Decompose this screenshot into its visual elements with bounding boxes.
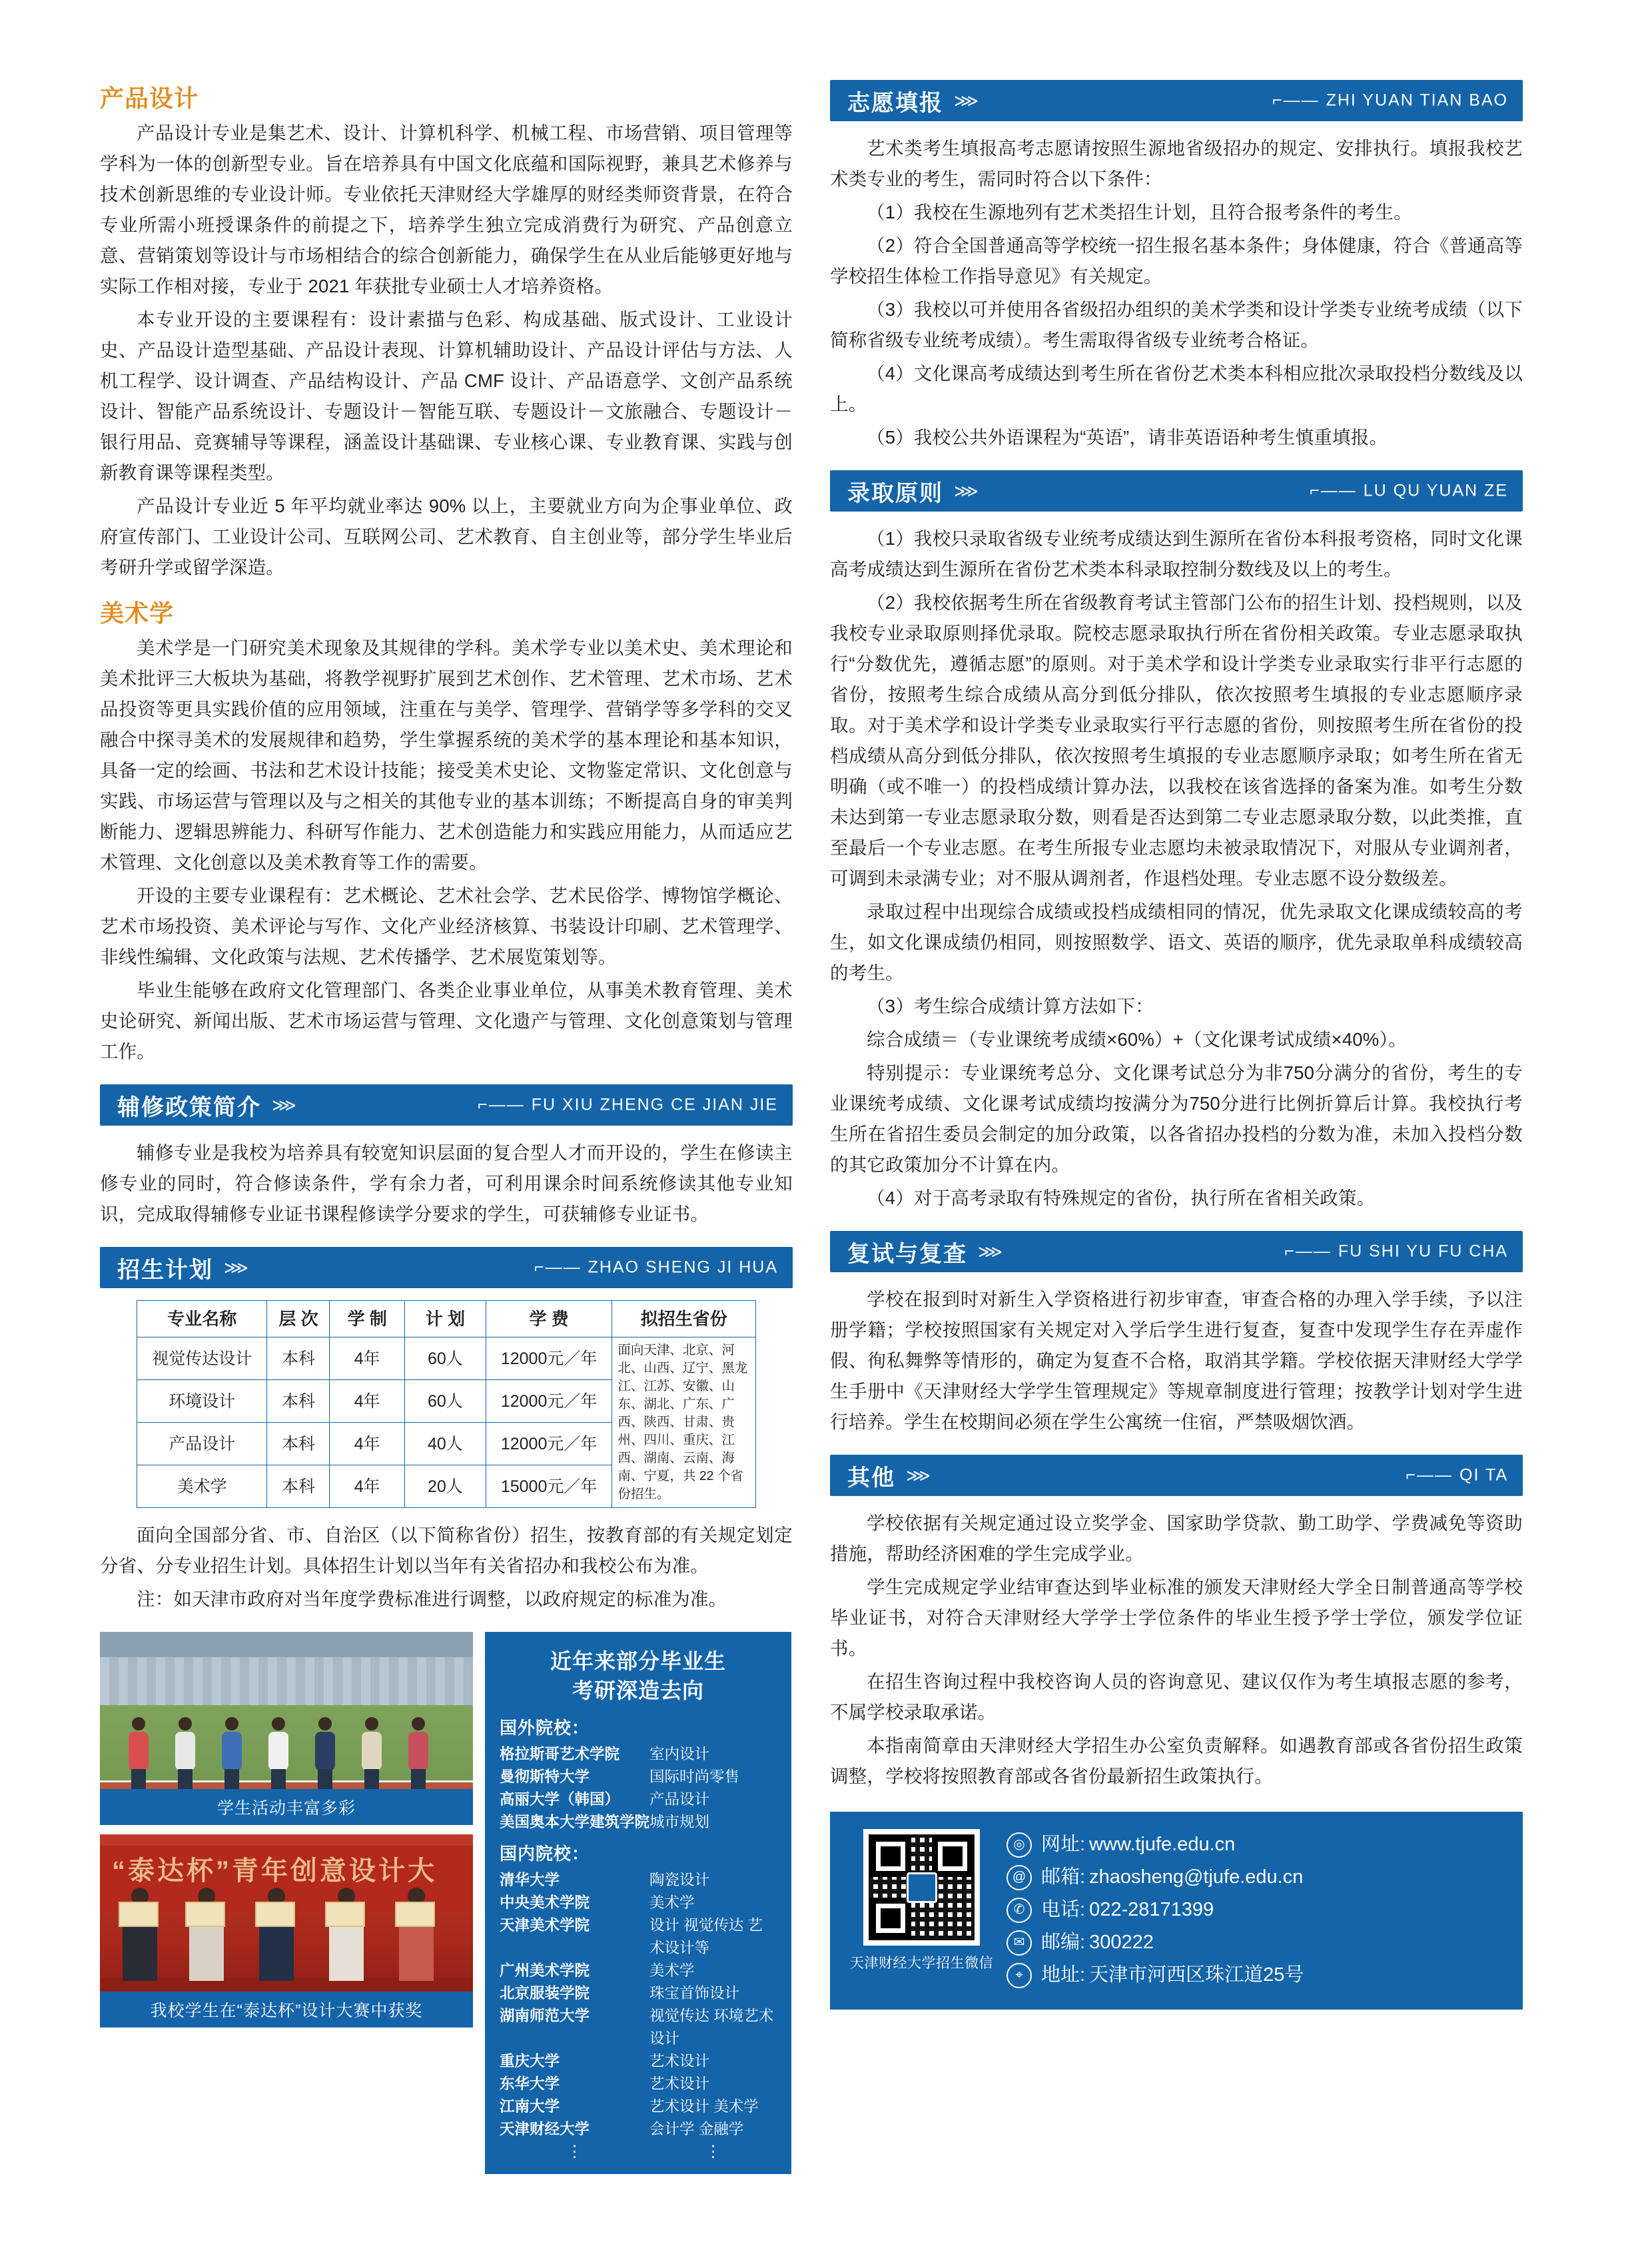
minor-policy-para-1: 辅修专业是我校为培养具有较宽知识层面的复合型人才而开设的，学生在修读主修专业的同时，符合修读条件，学有余力者，可利用课余时间系统修读其他专业知识，完成取得辅修专业证书课程修读学分要求的学生，可获辅修专业证书。 xyxy=(100,1142,793,1224)
list-item xyxy=(500,1811,777,1834)
school-name: 北京服装学院 xyxy=(500,1985,590,2002)
contact-email xyxy=(1007,1862,1503,1893)
brush-deco-icon: ⋙ xyxy=(224,1257,248,1278)
photo-caption: 我校学生在“泰达杯”设计大赛中获奖 xyxy=(100,1992,473,2028)
cell-fee: 12000元／年 xyxy=(486,1337,612,1380)
admission-item-2: （2）我校依据考生所在省级教育考试主管部门公布的招生计划、投档规则，以及我校专业录取原则择优录取。院校志愿录取执行所在省份相关政策。专业志愿录取执行“分数优先，遵循志愿”的原则。对于美术学和设计学类专业录取实行非平行志愿的省份，按照考生综合成绩从高分到低分排队，依次按照考生填报的专业志愿顺序录取。对于美术学和设计学类专业录取实行平行志愿的省份，则按照考生所在省份的投档成绩从高分到低分排队，依次按照考生填报的专业志愿顺序录取；如考生所在省无明确（或不唯一）的投档成绩计算办法，以我校在该省选择的备案为准。如考生分数未达到第一专业志愿录取分数，则看是否达到第二专业志愿录取分数，以此类推，直至最后一个专业志愿。在考生所报专业志愿均未被录取情况下，对服从专业调剂者，可调到未录满专业；对不服从调剂者，作退档处理。专业志愿不设分数级差。 xyxy=(830,592,1523,889)
volunteer-item-1: （1）我校在生源地列有艺术类招生计划，且符合报考条件的考生。 xyxy=(867,202,1412,222)
major-name: 城市规划 xyxy=(649,1814,710,1830)
cell-level: 本科 xyxy=(267,1337,330,1380)
major-name: 设计 视觉传达 艺术设计等 xyxy=(649,1917,763,1956)
section-header-admission-rule xyxy=(830,470,1523,512)
section-header-volunteer xyxy=(830,80,1523,121)
section-title-cn: 志愿填报 xyxy=(847,90,943,116)
contact-list xyxy=(993,1829,1503,1992)
globe-icon: ◎ xyxy=(1007,1832,1032,1858)
major-name: 艺术设计 xyxy=(649,2075,710,2092)
section-title-pinyin: ⌐—— LU QU YUAN ZE xyxy=(1310,481,1508,500)
school-name: 天津财经大学 xyxy=(500,2121,590,2137)
list-item xyxy=(500,1982,777,2005)
grad-box-title xyxy=(500,1647,777,1705)
cell-fee: 12000元／年 xyxy=(486,1423,612,1465)
section-header-review xyxy=(830,1231,1523,1272)
cell-level: 本科 xyxy=(267,1465,330,1508)
qr-caption: 天津财经大学招生微信 xyxy=(850,1956,993,1971)
th-plan: 计 划 xyxy=(404,1301,486,1337)
section-title-pinyin: ⌐—— ZHI YUAN TIAN BAO xyxy=(1272,91,1508,110)
contact-label: 网址: xyxy=(1041,1834,1086,1855)
school-name: 广州美术学院 xyxy=(500,1962,590,1979)
cell-level: 本科 xyxy=(267,1380,330,1423)
school-name: 高丽大学（韩国） xyxy=(500,1791,620,1808)
photo-stack xyxy=(100,1632,473,2174)
photo-student-activities xyxy=(100,1632,473,1825)
school-name: 天津美术学院 xyxy=(500,1917,590,1934)
other-para-3: 在招生咨询过程中我校咨询人员的咨询意见、建议仅作为考生填报志愿的参考，不属学校录取承诺。 xyxy=(830,1671,1523,1722)
envelope-icon: ✉ xyxy=(1007,1930,1032,1956)
photo-award-ceremony xyxy=(100,1834,473,2028)
brush-deco-icon: ⋙ xyxy=(906,1465,931,1485)
section-header-other xyxy=(830,1455,1523,1496)
list-item xyxy=(500,1869,777,1892)
cell-major: 环境设计 xyxy=(137,1380,267,1423)
school-name: 曼彻斯特大学 xyxy=(500,1768,590,1785)
cell-major: 视觉传达设计 xyxy=(137,1337,267,1380)
cell-years: 4年 xyxy=(330,1380,404,1423)
contact-bar xyxy=(830,1812,1523,2010)
other-para-4: 本指南简章由天津财经大学招生办公室负责解释。如遇教育部或各省份招生政策调整，学校将按照教育部或各省份最新招生政策执行。 xyxy=(830,1735,1523,1786)
brush-deco-icon: ⋙ xyxy=(978,1241,1003,1262)
major-name: 视觉传达 环境艺术设计 xyxy=(649,2008,774,2047)
photo-and-grad-box xyxy=(100,1632,793,2174)
overseas-label: 国外院校： xyxy=(500,1718,590,1738)
contact-phone xyxy=(1007,1894,1503,1926)
school-name: 格拉斯哥艺术学院 xyxy=(500,1746,620,1762)
fine-art-para-1: 美术学是一门研究美术现象及其规律的学科。美术学专业以美术史、美术理论和美术批评三大板块为基础，将教学视野扩展到艺术创作、艺术管理、艺术市场、艺术品投资等更具实践价值的应用领域，注重在与美学、管理学、营销学等多学科的交叉融合中探寻美术的发展规律和趋势，学生掌握系统的美术学的基本理论和基本知识，具备一定的绘画、书法和艺术设计技能；接受美术史论、文物鉴定常识、文化创意与实践、市场运营与管理以及与之相关的其他专业的基本训练；不断提高自身的审美判断能力、逻辑思辨能力、科研写作能力、艺术创造能力和实践应用能力，从而适应艺术管理、文化创意以及美术教育等工作的需要。 xyxy=(100,637,793,873)
section-title-pinyin: ⌐—— FU XIU ZHENG CE JIAN JIE xyxy=(478,1095,778,1114)
list-item xyxy=(500,2005,777,2050)
section-title-pinyin: ⌐—— QI TA xyxy=(1406,1465,1508,1485)
banner-text: “泰达杯”青年创意设计大 xyxy=(112,1856,437,1886)
volunteer-item-4: （4）文化课高考成绩达到考生所在省份艺术类本科相应批次录取投档分数线及以上。 xyxy=(830,363,1523,414)
admission-item-4: （4）对于高考录取有特殊规定的省份，执行所在省相关政策。 xyxy=(867,1188,1376,1208)
grad-box-title-line2: 考研深造去向 xyxy=(572,1679,704,1702)
list-item xyxy=(500,1743,777,1766)
fine-art-para-3: 毕业生能够在政府文化管理部门、各类企业事业单位，从事美术教育管理、美术史论研究、新闻出版、艺术市场运营与管理、文化遗产与管理、文化创意策划与管理工作。 xyxy=(100,980,793,1062)
section-title-cn: 招生计划 xyxy=(117,1257,213,1283)
cell-years: 4年 xyxy=(330,1337,404,1380)
section-title-cn: 其他 xyxy=(847,1465,895,1491)
cell-plan: 40人 xyxy=(404,1423,486,1465)
th-years: 学 制 xyxy=(330,1301,404,1337)
contact-website xyxy=(1007,1829,1503,1860)
major-name: 陶瓷设计 xyxy=(649,1872,710,1888)
section-title-cn: 复试与复查 xyxy=(847,1241,967,1267)
enrollment-plan-table xyxy=(137,1300,756,1508)
cell-plan: 60人 xyxy=(404,1380,486,1423)
list-item xyxy=(500,1788,777,1811)
admission-formula: 综合成绩＝（专业课统考成绩×60%）+（文化课考试成绩×40%）。 xyxy=(867,1029,1408,1050)
brush-deco-icon: ⋙ xyxy=(272,1094,296,1115)
section-title-cn: 辅修政策简介 xyxy=(117,1094,261,1120)
list-item xyxy=(500,1960,777,1982)
other-para-2: 学生完成规定学业结审查达到毕业标准的颁发天津财经大学全日制普通高等学校毕业证书，对符合天津财经大学学士学位条件的毕业生授予学士学位，颁发学位证书。 xyxy=(830,1577,1523,1659)
wechat-qr-code xyxy=(863,1829,980,1946)
brush-deco-icon: ⋙ xyxy=(954,480,979,501)
contact-label: 邮箱: xyxy=(1041,1866,1086,1888)
product-design-para-2: 本专业开设的主要课程有：设计素描与色彩、构成基础、版式设计、工业设计史、产品设计造型基础、产品设计表现、计算机辅助设计、产品设计评估与方法、人机工程学、设计调查、产品结构设计、产品 CMF 设计、产品语意学、文创产品系统设计、智能产品系统设计、专题设计－智能互联、专题设计－文旅融合、专题设计－银行用品、竞赛辅导等课程，涵盖设计基础课、专业核心课、专业教育课、实践与创新教育课等课程类型。 xyxy=(100,309,793,483)
right-column xyxy=(830,80,1523,2010)
mail-icon: @ xyxy=(1007,1865,1032,1890)
cell-provinces: 面向天津、北京、河北、山西、辽宁、黑龙江、江苏、安徽、山东、湖北、广东、广西、陕西、甘肃、贵州、四川、重庆、江西、湖南、云南、海南、宁夏，共 22 个省份招生。 xyxy=(612,1337,756,1508)
list-item xyxy=(500,2050,777,2073)
major-name: 室内设计 xyxy=(649,1746,710,1762)
location-icon: ⌖ xyxy=(1007,1963,1032,1988)
th-fee: 学 费 xyxy=(486,1301,612,1337)
volunteer-item-3: （3）我校以可并使用各省级招办组织的美术学类和设计学类专业统考成绩（以下简称省级专业统考成绩）。考生需取得省级专业统考合格证。 xyxy=(830,299,1523,350)
cell-fee: 15000元／年 xyxy=(486,1465,612,1508)
contact-value: 天津市河西区珠江道25号 xyxy=(1089,1964,1304,1986)
contact-address xyxy=(1007,1960,1503,1991)
cell-fee: 12000元／年 xyxy=(486,1380,612,1423)
graduate-destinations-box xyxy=(485,1632,791,2174)
volunteer-item-5: （5）我校公共外语课程为“英语”，请非英语语种考生慎重填报。 xyxy=(867,427,1388,448)
contact-value[interactable]: www.tjufe.edu.cn xyxy=(1089,1834,1236,1855)
school-name: 美国奥本大学建筑学院 xyxy=(500,1814,650,1830)
cell-years: 4年 xyxy=(330,1465,404,1508)
section-header-enroll-plan xyxy=(100,1247,793,1288)
school-name: 江南大学 xyxy=(500,2098,560,2115)
list-item xyxy=(500,2073,777,2095)
th-level: 层 次 xyxy=(267,1301,330,1337)
contact-label: 地址: xyxy=(1041,1964,1086,1986)
contact-value: 300222 xyxy=(1089,1932,1154,1953)
two-column-layout xyxy=(100,80,1552,2174)
school-name: 东华大学 xyxy=(500,2075,560,2092)
cell-plan: 60人 xyxy=(404,1337,486,1380)
school-name: 中央美术学院 xyxy=(500,1894,590,1911)
cell-major: 美术学 xyxy=(137,1465,267,1508)
cell-years: 4年 xyxy=(330,1423,404,1465)
list-continues-indicator xyxy=(500,2145,777,2159)
enroll-note-1: 面向全国部分省、市、自治区（以下简称省份）招生，按教育部的有关规定划定分省、分专业招生计划。具体招生计划以当年有关省招办和我校公布为准。 xyxy=(100,1525,793,1576)
fine-art-title: 美术学 xyxy=(100,599,175,627)
section-title-pinyin: ⌐—— FU SHI YU FU CHA xyxy=(1284,1242,1508,1261)
section-header-minor-policy xyxy=(100,1084,793,1126)
volunteer-para-1: 艺术类考生填报高考志愿请按照生源地省级招办的规定、安排执行。填报我校艺术类专业的考生，需同时符合以下条件： xyxy=(830,138,1523,189)
admission-special-note: 特别提示：专业课统考总分、文化课考试总分为非750分满分的省份，考生的专业课统考成绩、文化课考试成绩均按满分为750分进行比例折算后计算。我校执行考生所在省招生委员会制定的加分政策，以各省招办投档的分数为准，未加入投档分数的其它政策加分不计算在内。 xyxy=(830,1062,1523,1175)
major-name: 艺术设计 xyxy=(649,2053,710,2069)
list-item xyxy=(500,2095,777,2118)
th-provinces: 拟招生省份 xyxy=(612,1301,756,1337)
contact-value: 022-28171399 xyxy=(1089,1899,1214,1920)
enroll-note-2: 注：如天津市政府对当年度学费标准进行调整，以政府规定的标准为准。 xyxy=(137,1589,727,1609)
ellipsis-right: ⋮ xyxy=(705,2143,721,2161)
cell-level: 本科 xyxy=(267,1423,330,1465)
product-design-para-3: 产品设计专业近 5 年平均就业率达 90% 以上，主要就业方向为企事业单位、政府宣传部门、工业设计公司、互联网公司、艺术教育、自主创业等，部分学生毕业后考研升学或留学深造。 xyxy=(100,496,793,577)
grad-box-title-line1: 近年来部分毕业生 xyxy=(550,1649,726,1673)
major-name: 美术学 xyxy=(649,1962,695,1979)
contact-value[interactable]: zhaosheng@tjufe.edu.cn xyxy=(1089,1866,1304,1888)
section-title-pinyin: ⌐—— ZHAO SHENG JI HUA xyxy=(534,1258,778,1277)
major-name: 国际时尚零售 xyxy=(649,1768,740,1785)
major-name: 美术学 xyxy=(649,1894,695,1911)
other-para-1: 学校依据有关规定通过设立奖学金、国家助学贷款、勤工助学、学费减免等资助措施，帮助经济困难的学生完成学业。 xyxy=(830,1513,1523,1564)
th-major: 专业名称 xyxy=(137,1301,267,1337)
major-name: 产品设计 xyxy=(649,1791,710,1808)
fine-art-para-2: 开设的主要专业课程有：艺术概论、艺术社会学、艺术民俗学、博物馆学概论、艺术市场投资、美术评论与写作、文化产业经济核算、书装设计印刷、艺术管理学、非线性编辑、文化政策与法规、艺术传播学、艺术展览策划等。 xyxy=(100,885,793,967)
admission-tie-break: 录取过程中出现综合成绩或投档成绩相同的情况，优先录取文化课成绩较高的考生，如文化课成绩仍相同，则按照数学、语文、英语的顺序，优先录取单科成绩较高的考生。 xyxy=(830,901,1523,983)
table-header-row xyxy=(137,1301,756,1337)
qr-code-block xyxy=(850,1829,993,1992)
product-design-para-1: 产品设计专业是集艺术、设计、计算机科学、机械工程、市场营销、项目管理等学科为一体的创新型专业。旨在培养具有中国文化底蕴和国际视野，兼具艺术修养与技术创新思维的专业设计师。专业依托天津财经大学雄厚的财经类师资背景，在符合专业所需小班授课条件的前提之下，培养学生独立完成消费行为研究、产品创意立意、营销策划等设计与市场相结合的综合创新能力，确保学生在从业后能够更好地与实际工作相对接，专业于 2021 年获批专业硕士人才培养资格。 xyxy=(100,123,793,296)
table-row xyxy=(137,1337,756,1380)
school-name: 重庆大学 xyxy=(500,2053,560,2069)
admission-item-3: （3）考生综合成绩计算方法如下： xyxy=(867,996,1154,1016)
contact-label: 邮编: xyxy=(1041,1932,1086,1953)
photo-caption: 学生活动丰富多彩 xyxy=(100,1789,473,1825)
contact-postcode xyxy=(1007,1927,1503,1958)
left-column xyxy=(100,80,793,2174)
phone-icon: ✆ xyxy=(1007,1898,1032,1923)
school-name: 湖南师范大学 xyxy=(500,2008,590,2024)
ellipsis-left: ⋮ xyxy=(566,2143,583,2161)
major-name: 会计学 金融学 xyxy=(649,2121,744,2137)
admission-item-1: （1）我校只录取省级专业统考成绩达到生源所在省份本科报考资格，同时文化课高考成绩达到生源所在省份艺术类本科录取控制分数线及以上的考生。 xyxy=(830,528,1523,579)
volunteer-item-2: （2）符合全国普通高等学校统一招生报名基本条件；身体健康，符合《普通高等学校招生体检工作指导意见》有关规定。 xyxy=(830,235,1523,286)
product-design-title: 产品设计 xyxy=(100,85,199,112)
school-name: 清华大学 xyxy=(500,1872,560,1888)
list-item xyxy=(500,2118,777,2141)
major-name: 珠宝首饰设计 xyxy=(649,1985,740,2002)
contact-label: 电话: xyxy=(1041,1899,1086,1920)
major-name: 艺术设计 美术学 xyxy=(649,2098,759,2115)
brush-deco-icon: ⋙ xyxy=(954,90,979,111)
review-para-1: 学校在报到时对新生入学资格进行初步审查，审查合格的办理入学手续，予以注册学籍；学校按照国家有关规定对入学后学生进行复查，复查中发现学生存在弄虚作假、徇私舞弊等情形的，确定为复查不合格，取消其学籍。学校依据天津财经大学学生手册中《天津财经大学学生管理规定》等规章制度进行管理；按教学计划对学生进行培养。学生在校期间必须在学生公寓统一住宿，严禁吸烟饮酒。 xyxy=(830,1289,1523,1432)
cell-major: 产品设计 xyxy=(137,1423,267,1465)
domestic-label: 国内院校： xyxy=(500,1844,590,1864)
list-item xyxy=(500,1914,777,1960)
cell-plan: 20人 xyxy=(404,1465,486,1508)
list-item xyxy=(500,1766,777,1788)
section-title-cn: 录取原则 xyxy=(847,480,943,506)
list-item xyxy=(500,1892,777,1914)
